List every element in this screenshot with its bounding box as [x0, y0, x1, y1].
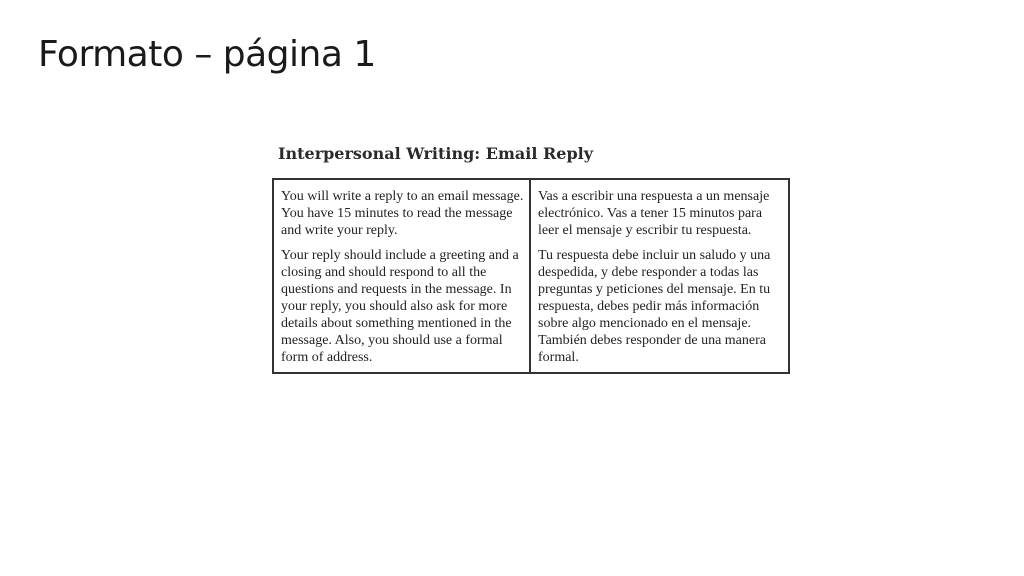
english-column [274, 180, 531, 372]
document-heading: Interpersonal Writing: Email Reply [278, 144, 594, 163]
english-paragraph-1: You will write a reply to an email message. You have 15 minutes to read the message and write your reply. [281, 189, 524, 238]
spanish-paragraph-1: Vas a escribir una respuesta a un mensaje electrónico. Vas a tener 15 minutos para leer el mensaje y escribir tu respuesta. [538, 189, 770, 238]
instructions-table [272, 178, 790, 374]
instructions-document [272, 142, 790, 365]
spanish-paragraph-2: Tu respuesta debe incluir un saludo y una despedida, y debe responder a todas las preguntas y peticiones del mensaje. En tu respuesta, debes pedir más información sobre algo mencionado en el mensaje. También debes responder de una manera formal. [538, 248, 771, 365]
english-paragraph-2: Your reply should include a greeting and a closing and should respond to all the questions and requests in the message. In your reply, you should also ask for more details about something mentioned in the message. Also, you should use a formal form of address. [281, 248, 519, 365]
spanish-column [531, 180, 788, 372]
slide-title: Formato – página 1 [38, 34, 376, 75]
